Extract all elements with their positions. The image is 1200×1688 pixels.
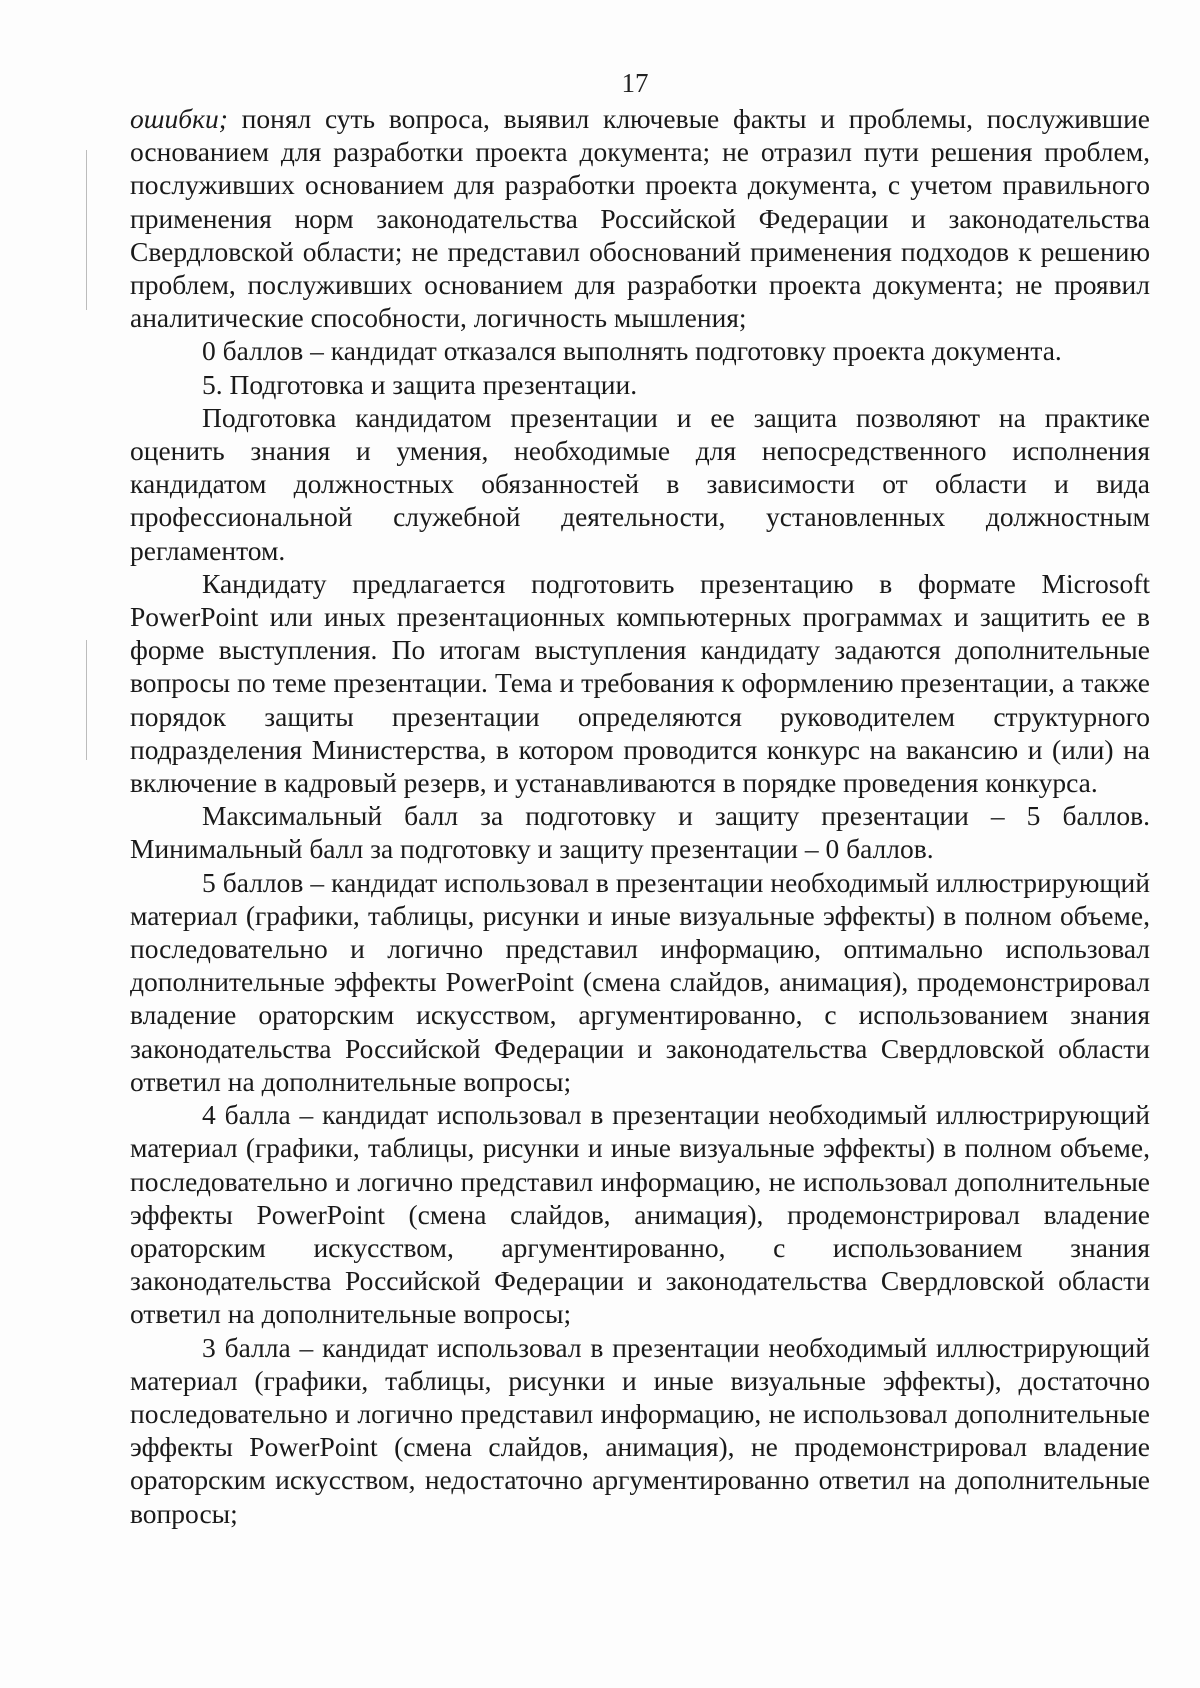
paragraph-lead-italic: ошибки; — [130, 103, 228, 134]
paragraph: 5 баллов – кандидат использовал в презентации необходимый иллюстрирующий материал (графики, таблицы, рисунки и иные визуальные эффекты) в полном объеме, последовательно и логично представил информацию, оптимально использовал дополнительные эффекты PowerPoint (смена слайдов, анимация), продемонстрировал владение ораторским искусством, аргументированно, с использованием знания законодательства Российской Федерации и законодательства Свердловской области ответил на дополнительные вопросы; — [130, 866, 1150, 1097]
paragraph: Кандидату предлагается подготовить презентацию в формате Microsoft PowerPoint или иных презентационных компьютерных программах и защитить ее в форме выступления. По итогам выступления кандидату задаются дополнительные вопросы по теме презентации. Тема и требования к оформлению презентации, а также порядок защиты презентации определяются руководителем структурного подразделения Министерства, в котором проводится конкурс на вакансию и (или) на включение в кадровый резерв, и устанавливаются в порядке проведения конкурса. — [130, 567, 1150, 799]
paragraph: 3 балла – кандидат использовал в презентации необходимый иллюстрирующий материал (графики, таблицы, рисунки и иные визуальные эффекты), достаточно последовательно и логично представил информацию, не использовал дополнительные эффекты PowerPoint (смена слайдов, анимация), не продемонстрировал владение ораторским искусством, недостаточно аргументированно ответил на дополнительные вопросы; — [130, 1331, 1150, 1529]
section-heading: 5. Подготовка и защита презентации. — [202, 368, 638, 400]
paragraph: Максимальный балл за подготовку и защиту презентации – 5 баллов. Минимальный балл за подготовку и защиту презентации – 0 баллов. — [130, 800, 1150, 865]
paragraph: Подготовка кандидатом презентации и ее защита позволяют на практике оценить знания и умения, необходимые для непосредственного исполнения кандидатом должностных обязанностей в зависимости от области и вида профессиональной служебной деятельности, установленных должностным регламентом. — [130, 401, 1150, 566]
document-body — [130, 102, 1150, 1530]
paragraph: 0 баллов – кандидат отказался выполнять подготовку проекта документа. — [202, 335, 1062, 367]
paragraph-text: понял суть вопроса, выявил ключевые факты и проблемы, послужившие основанием для разработки проекта документа; не отразил пути решения проблем, послуживших основанием для разработки проекта документа, с учетом правильного применения норм законодательства Российской Федерации и законодательства Свердловской области; не представил обоснований применения подходов к решению проблем, послуживших основанием для разработки проекта документа; не проявил аналитические способности, логичность мышления; — [130, 103, 1150, 334]
paragraph — [130, 102, 1150, 334]
scan-margin-line — [86, 150, 87, 310]
page-number: 17 — [621, 68, 649, 98]
scan-margin-line — [86, 640, 87, 760]
paragraph: 4 балла – кандидат использовал в презентации необходимый иллюстрирующий материал (графики, таблицы, рисунки и иные визуальные эффекты) в полном объеме, последовательно и логично представил информацию, не использовал дополнительные эффекты PowerPoint (смена слайдов, анимация), продемонстрировал владение ораторским искусством, аргументированно, с использованием знания законодательства Российской Федерации и законодательства Свердловской области ответил на дополнительные вопросы; — [130, 1099, 1150, 1330]
